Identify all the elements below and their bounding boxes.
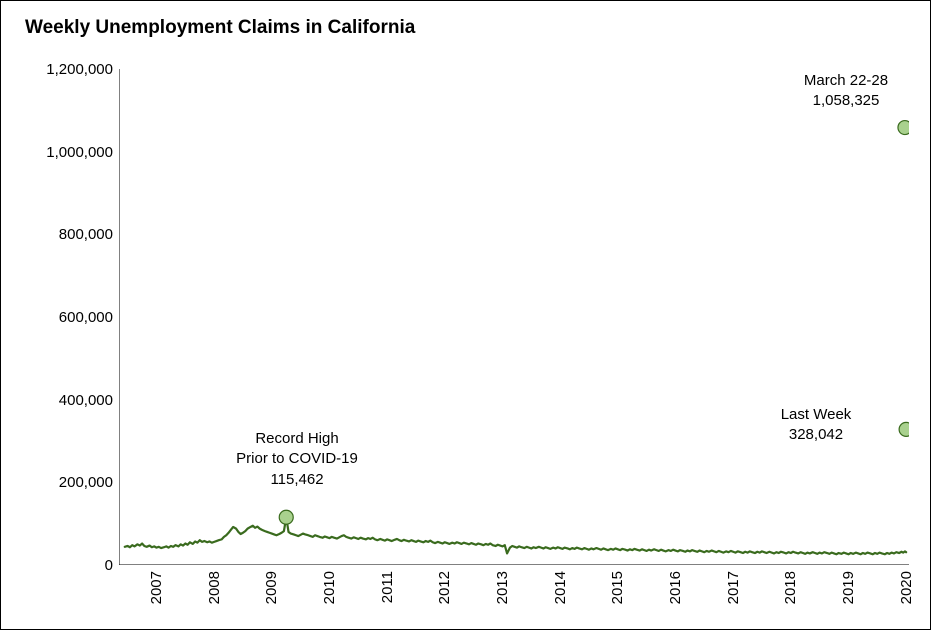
- x-tick-2014: 2014: [551, 571, 569, 605]
- line-chart-svg: [119, 69, 909, 565]
- plot-area: [119, 69, 909, 565]
- x-tick-2012: 2012: [436, 571, 454, 605]
- x-tick-2015: 2015: [609, 571, 627, 605]
- x-tick-2008: 2008: [205, 571, 223, 605]
- y-tick-1000000: 1,000,000: [46, 143, 113, 161]
- y-tick-0: 0: [104, 557, 113, 574]
- y-tick-800000: 800,000: [58, 226, 113, 244]
- y-axis-tick-labels: [9, 61, 113, 574]
- x-tick-2019: 2019: [840, 571, 858, 605]
- marker-point: [899, 422, 909, 436]
- y-tick-200000: 200,000: [58, 474, 113, 492]
- x-tick-2009: 2009: [263, 571, 281, 605]
- annotation-record-high-value: 115,462: [270, 470, 324, 488]
- annotation-last-week-label: Last Week: [780, 406, 852, 423]
- y-tick-1200000: 1,200,000: [46, 61, 113, 78]
- annotation-record-high: [197, 429, 397, 490]
- annotation-last-week: [741, 405, 891, 446]
- annotation-record-high-line1: Record High: [255, 430, 339, 447]
- x-tick-2011: 2011: [378, 571, 396, 604]
- annotation-march-value: 1,058,325: [812, 92, 880, 110]
- marker-point: [279, 510, 293, 524]
- x-tick-2020: 2020: [897, 571, 915, 605]
- x-axis-tick-labels: [119, 567, 915, 629]
- y-tick-600000: 600,000: [58, 309, 113, 326]
- x-tick-2018: 2018: [782, 571, 800, 605]
- series-line-weekly-claims: [125, 517, 906, 554]
- annotation-last-week-value: 328,042: [788, 426, 844, 444]
- annotation-record-high-line2: Prior to COVID-19: [236, 450, 358, 468]
- y-tick-400000: 400,000: [58, 391, 113, 409]
- x-tick-2007: 2007: [148, 571, 166, 605]
- page-title: Weekly Unemployment Claims in California: [25, 17, 416, 38]
- x-tick-2017: 2017: [724, 571, 742, 605]
- x-tick-2010: 2010: [321, 571, 339, 605]
- x-tick-2016: 2016: [667, 571, 685, 605]
- x-tick-2013: 2013: [494, 571, 512, 605]
- marker-point: [898, 121, 909, 135]
- annotation-march-label: March 22-28: [803, 72, 889, 89]
- annotation-march-peak: [761, 71, 931, 112]
